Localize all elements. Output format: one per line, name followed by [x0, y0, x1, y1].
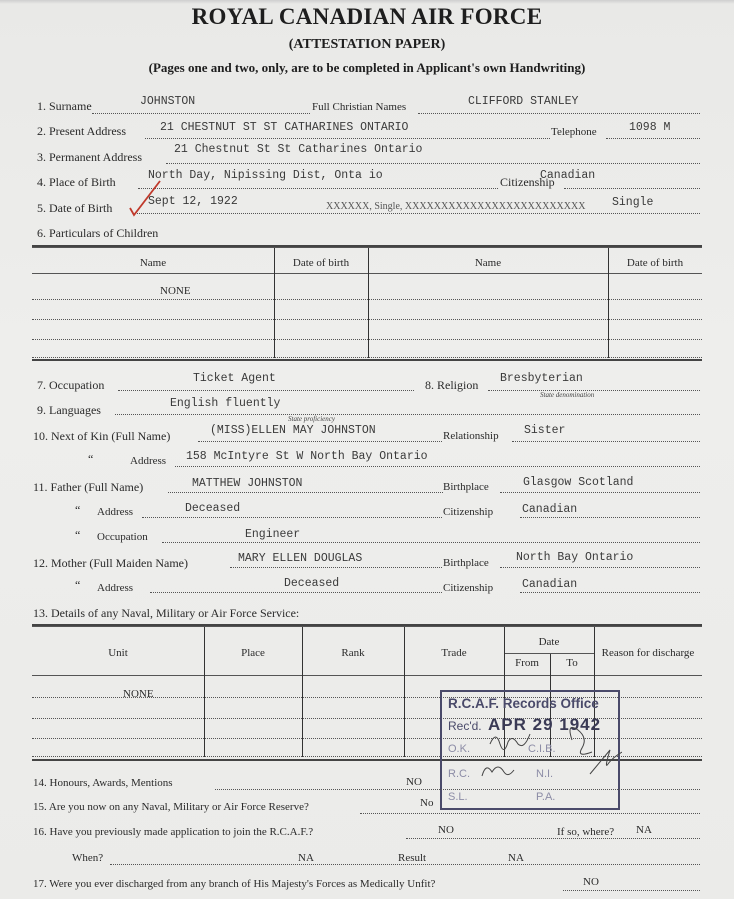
father-address-label: Address [97, 506, 134, 518]
mother-address-label: Address [97, 582, 134, 594]
children-col-dob-1: Date of birth [292, 257, 350, 269]
service-col-place: Place [241, 647, 265, 659]
relationship-label: Relationship [443, 430, 499, 442]
mother-birthplace-value[interactable]: North Bay Ontario [516, 551, 634, 564]
father-label: 11. Father (Full Name) [33, 480, 144, 494]
honours-value[interactable]: NO [406, 776, 422, 788]
previous-application-label: 16. Have you previously made application to join the R.C.A.F.? [33, 826, 314, 838]
children-col-name-1: Name [139, 257, 167, 269]
form-instruction: (Pages one and two, only, are to be completed in Applicant's own Handwriting) [148, 60, 586, 75]
father-citizenship-value[interactable]: Canadian [522, 503, 578, 516]
citizenship-value[interactable]: Canadian [540, 169, 596, 182]
form-subtitle: (ATTESTATION PAPER) [288, 37, 446, 52]
languages-hint: State proficiency [288, 415, 335, 423]
result-label: Result [398, 852, 427, 864]
marital-status-options: XXXXXX, Single, XXXXXXXXXXXXXXXXXXXXXXXXX [326, 201, 586, 212]
occupation-value[interactable]: Ticket Agent [193, 372, 276, 385]
when-label: When? [72, 852, 104, 864]
attestation-paper: ROYAL CANADIAN AIR FORCE (ATTESTATION PAPER) (Pages one and two, only, are to be completed in Applicant's own Handwriting) 1. Surname JOHNSTON Full Christian Names CLIFFORD STANLEY 2. Present Address 21 CHESTNUT ST ST CATHARINES ONTARIO Telephone 1098 M 3. Permanent Address 21 Chestnut St St Catharines Ontario 4. Place of Birth North Day, Nipissing Dist, Onta io Citizenship Canadian 5. Date of Birth Sept 12, 1922 XXXXXX, Single, XXXXXXXXXXXXXXXXXXXXXXXXX Single 6. Particulars of Children Name Date of birth Name Date of birth NONE 7. Occupation Ticket Agent 8. Religion Bresbyterian State denomination 9. Languages English fluently State proficiency 10. Next of Kin (Full Name) (MISS)ELLEN MAY JOHNSTON Relationship Sister “ Address 158 McIntyre St W North Bay Ontario 11. Father (Full Name) MATTHEW JOHNSTON Birthplace Glasgow Scotland “ Address Deceased Citizenship Canadian “ Occupation Engineer 12. Mother (Full Maiden Name) MARY ELLEN DOUGLAS Birthplace North Bay Ontario “ Address Deceased Citizenship Canadian 13. Details of any Naval, Military or Air Force Service: Unit Place Rank Trade Date From To Reason for discharge NONE R.C.A.F. Records Office Rec'd. APR 29 1942 O.K. C.I.B. R.C. N.I. S.L. P.A. 14. Honours, Awards, Mentions NO 15. Are you now on any Naval, Military or Air Force Reserve? No 16. Have you previously made application to join the R.C.A.F.? NO If so, where? NA When? NA Result NA 17. Were you ever discharged from any branch of His Majesty's Forces as Medically Unfit? NO [0, 0, 734, 899]
service-col-reason: Reason for discharge [601, 647, 695, 659]
languages-value[interactable]: English fluently [170, 397, 281, 410]
place-of-birth-value[interactable]: North Day, Nipissing Dist, Onta io [148, 169, 383, 182]
father-occupation-label: Occupation [97, 531, 148, 543]
form-title: ROYAL CANADIAN AIR FORCE [191, 4, 543, 29]
telephone-value[interactable]: 1098 M [629, 121, 671, 134]
religion-hint: State denomination [540, 391, 595, 399]
father-birthplace-label: Birthplace [443, 481, 489, 493]
present-address-value[interactable]: 21 CHESTNUT ST ST CATHARINES ONTARIO [160, 121, 409, 134]
handwritten-initials-icon [442, 692, 622, 812]
children-label: 6. Particulars of Children [37, 226, 159, 240]
service-col-unit: Unit [108, 647, 128, 659]
children-col-name-2: Name [474, 257, 502, 269]
records-office-stamp [440, 690, 620, 810]
if-so-where-label: If so, where? [557, 826, 615, 838]
date-of-birth-label: 5. Date of Birth [37, 201, 113, 215]
surname-value[interactable]: JOHNSTON [140, 95, 196, 108]
stamp-rc: R.C. [448, 768, 470, 780]
languages-label: 9. Languages [37, 403, 101, 417]
marital-status-value[interactable]: Single [612, 196, 654, 209]
permanent-address-label: 3. Permanent Address [37, 150, 142, 164]
service-col-date: Date [538, 636, 560, 648]
if-so-where-value[interactable]: NA [636, 824, 652, 836]
service-col-trade: Trade [441, 647, 467, 659]
medically-unfit-label: 17. Were you ever discharged from any branch of His Majesty's Forces as Medically Unfit? [33, 878, 436, 890]
occupation-label: 7. Occupation [37, 378, 105, 392]
stamp-sl: S.L. [448, 791, 468, 803]
children-row-1-name[interactable]: NONE [160, 285, 191, 297]
next-of-kin-address-label: Address [130, 455, 167, 467]
mother-address-value[interactable]: Deceased [284, 577, 340, 590]
father-value[interactable]: MATTHEW JOHNSTON [192, 477, 303, 490]
present-address-label: 2. Present Address [37, 124, 126, 138]
result-value[interactable]: NA [508, 852, 524, 864]
stamp-cib: C.I.B. [528, 743, 556, 755]
next-of-kin-address-value[interactable]: 158 McIntyre St W North Bay Ontario [186, 450, 428, 463]
service-label: 13. Details of any Naval, Military or Air Force Service: [33, 606, 300, 620]
father-birthplace-value[interactable]: Glasgow Scotland [523, 476, 634, 489]
stamp-ok: O.K. [448, 743, 471, 755]
father-citizenship-label: Citizenship [443, 506, 494, 518]
reserve-label: 15. Are you now on any Naval, Military or Air Force Reserve? [33, 801, 309, 813]
mother-birthplace-label: Birthplace [443, 557, 489, 569]
mother-label: 12. Mother (Full Maiden Name) [33, 556, 188, 570]
citizenship-label: Citizenship [500, 175, 555, 189]
religion-value[interactable]: Bresbyterian [500, 372, 583, 385]
father-address-value[interactable]: Deceased [185, 502, 241, 515]
service-col-to: To [566, 657, 578, 669]
next-of-kin-label: 10. Next of Kin (Full Name) [33, 429, 171, 443]
christian-names-value[interactable]: CLIFFORD STANLEY [468, 95, 579, 108]
permanent-address-value[interactable]: 21 Chestnut St St Catharines Ontario [174, 143, 423, 156]
date-of-birth-value[interactable]: Sept 12, 1922 [148, 195, 238, 208]
father-occupation-value[interactable]: Engineer [245, 528, 301, 541]
service-row-1-unit[interactable]: NONE [123, 688, 154, 700]
mother-citizenship-value[interactable]: Canadian [522, 578, 578, 591]
stamp-pa: P.A. [536, 791, 556, 803]
mother-value[interactable]: MARY ELLEN DOUGLAS [238, 552, 363, 565]
medically-unfit-value[interactable]: NO [583, 876, 599, 888]
checkmark-icon [128, 178, 164, 218]
place-of-birth-label: 4. Place of Birth [37, 175, 116, 189]
telephone-label: Telephone [551, 126, 597, 138]
surname-label: 1. Surname [37, 99, 92, 113]
service-col-rank: Rank [341, 647, 365, 659]
mother-citizenship-label: Citizenship [443, 582, 494, 594]
children-col-dob-2: Date of birth [626, 257, 684, 269]
stamp-header: R.C.A.F. Records Office [448, 696, 599, 711]
stamp-date: APR 29 1942 [488, 715, 602, 734]
religion-label: 8. Religion [425, 378, 479, 392]
previous-application-value[interactable]: NO [438, 824, 454, 836]
christian-names-label: Full Christian Names [312, 101, 407, 113]
stamp-ni: N.I. [536, 768, 554, 780]
reserve-value[interactable]: No [420, 797, 434, 809]
stamp-received-label: Rec'd. [448, 719, 482, 733]
when-value[interactable]: NA [298, 852, 314, 864]
next-of-kin-value[interactable]: (MISS)ELLEN MAY JOHNSTON [210, 424, 376, 437]
service-col-from: From [515, 657, 539, 669]
honours-label: 14. Honours, Awards, Mentions [33, 777, 173, 789]
relationship-value[interactable]: Sister [524, 424, 566, 437]
